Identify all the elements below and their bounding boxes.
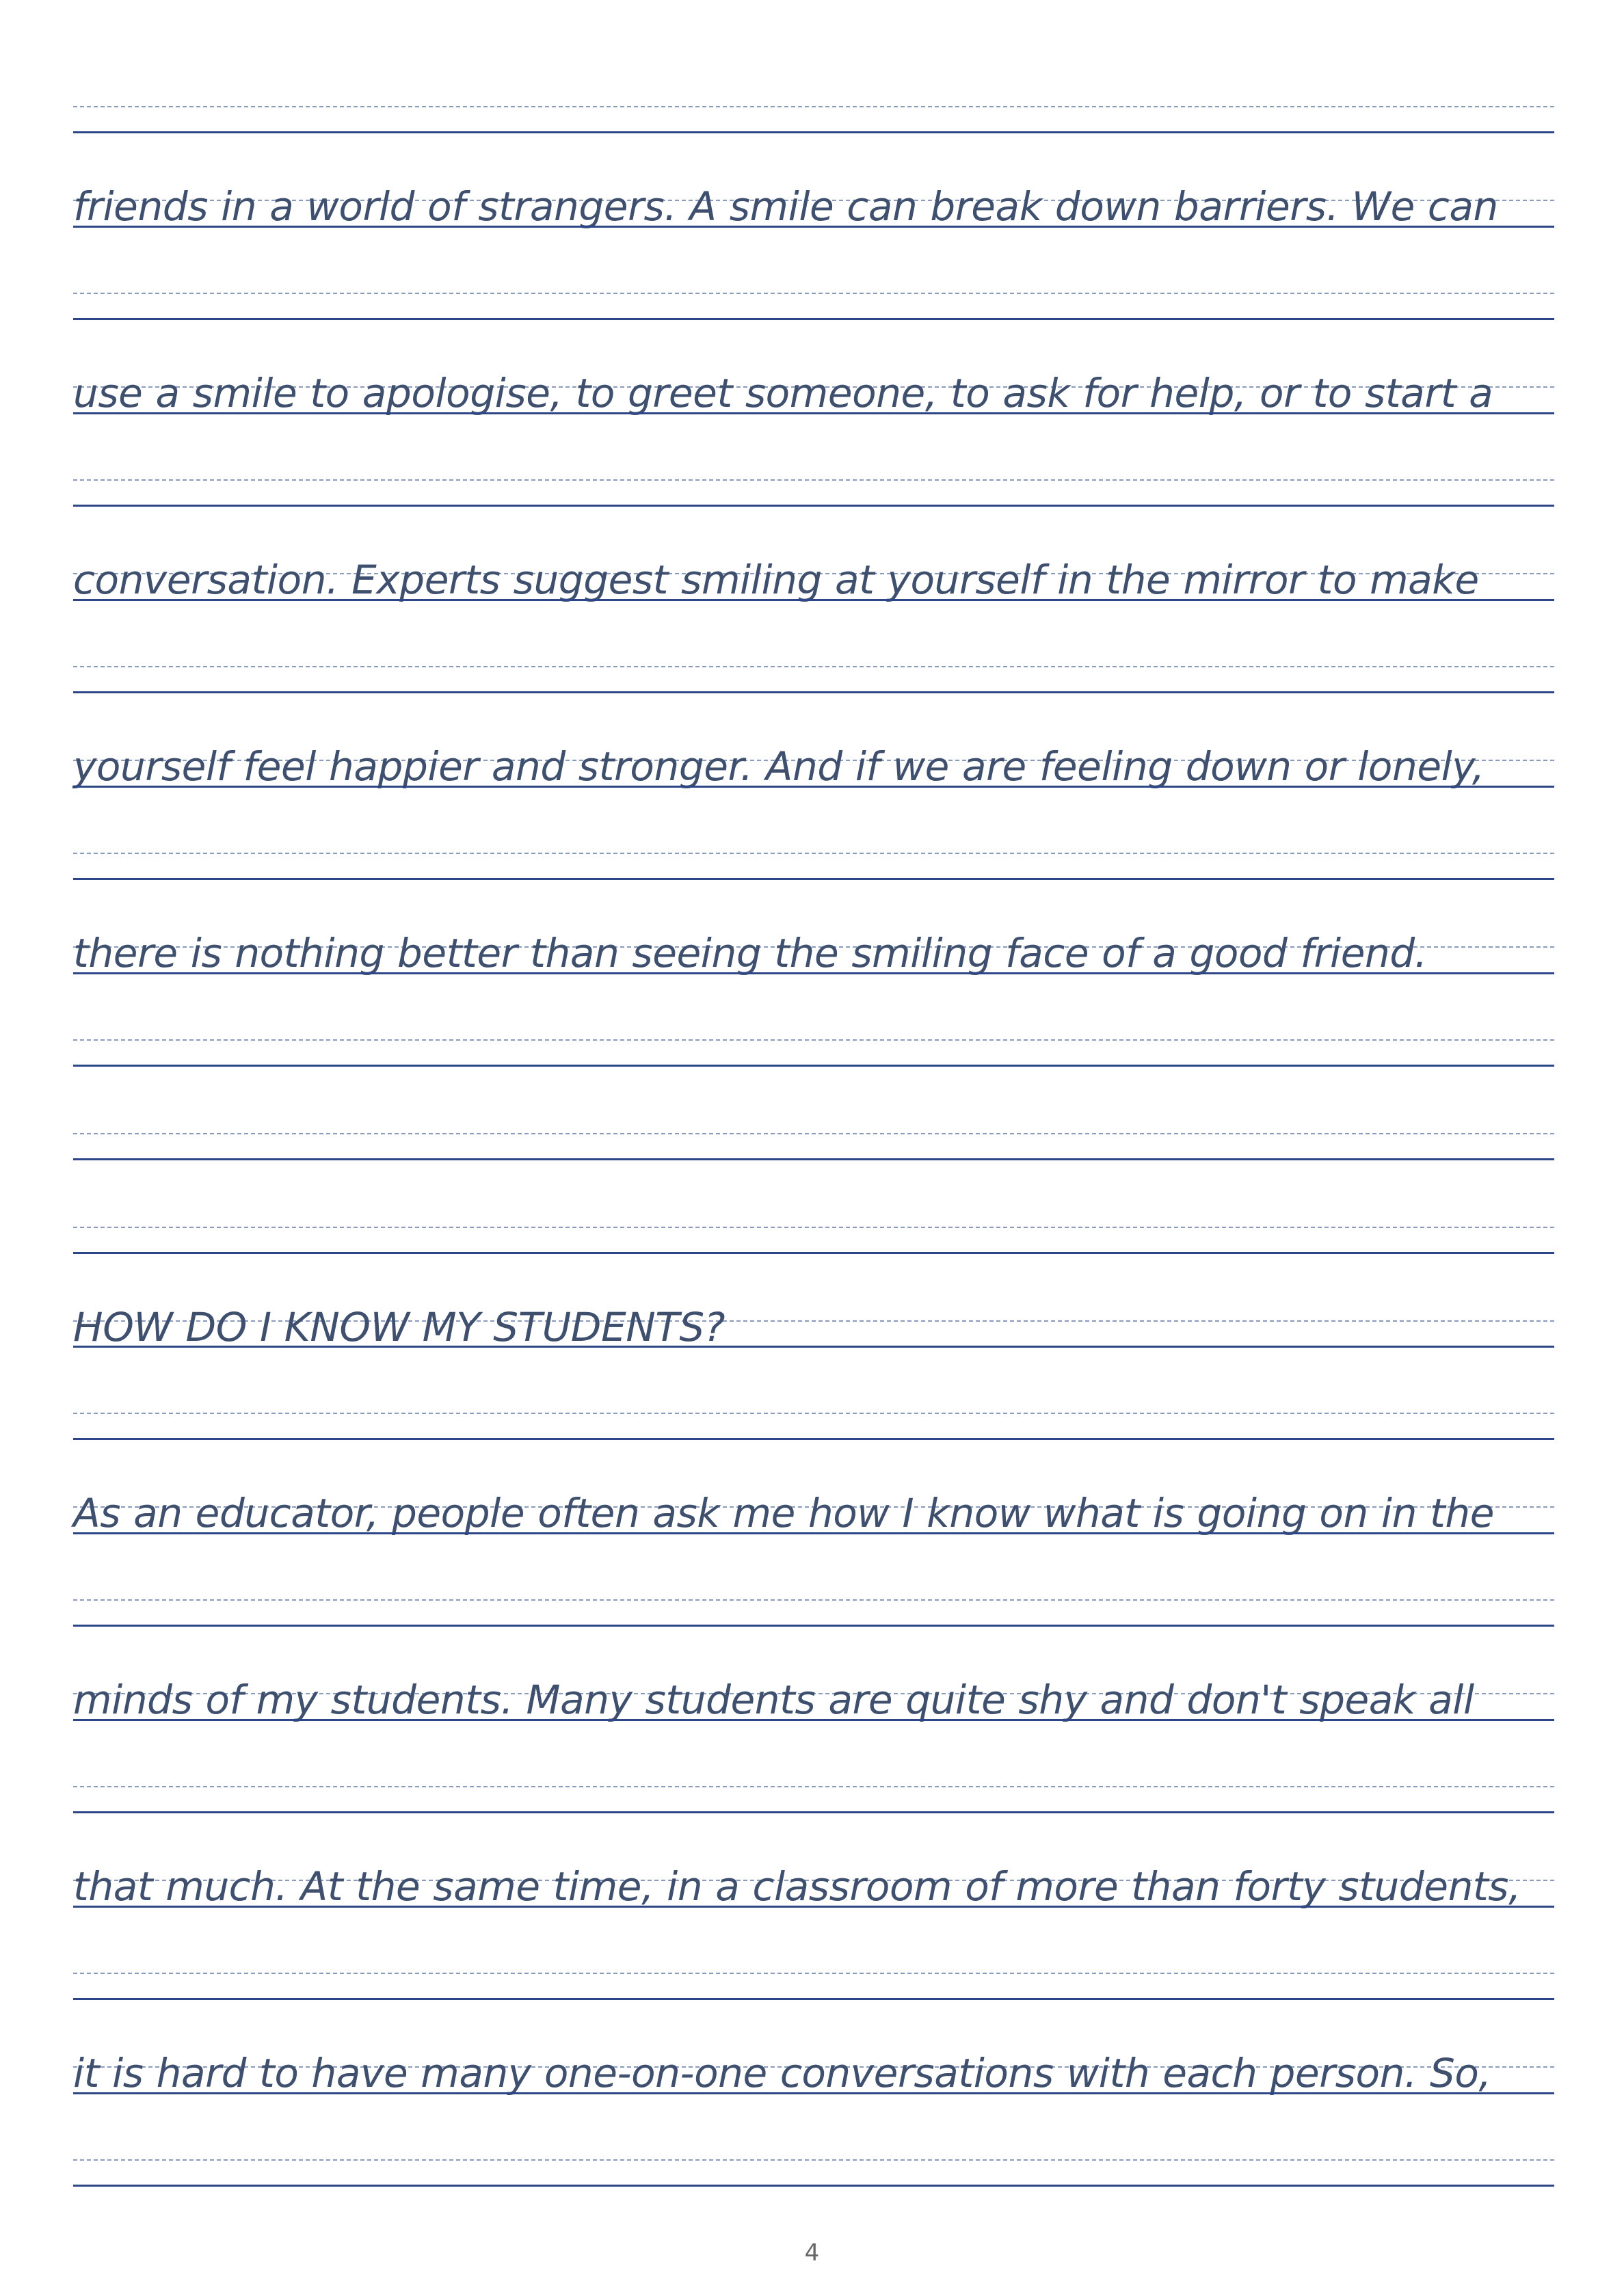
guide-line-dashed [73,1133,1554,1134]
guide-line-solid [73,786,1554,788]
practice-line-12: it is hard to have many one-on-one conversations with each person. So, [73,2050,1491,2096]
guide-line-solid [73,1346,1554,1348]
guide-line-solid [73,1906,1554,1908]
guide-line-dashed [73,666,1554,667]
practice-line-5: there is nothing better than seeing the smiling face of a good friend. [73,930,1427,976]
guide-line-dashed [73,1413,1554,1414]
guide-line-solid [73,226,1554,228]
guide-line-solid [73,1719,1554,1721]
practice-line-2: use a smile to apologise, to greet someone, to ask for help, or to start a [73,370,1493,416]
guide-line-dashed [73,1227,1554,1228]
practice-line-10: minds of my students. Many students are quite shy and don't speak all [73,1677,1474,1723]
guide-line-solid [73,2185,1554,2187]
guide-line-dashed [73,1786,1554,1787]
guide-line-solid [73,412,1554,414]
guide-line-solid [73,505,1554,507]
guide-line-dashed [73,1039,1554,1041]
guide-line-solid [73,691,1554,693]
guide-line-solid [73,972,1554,974]
practice-line-9: As an educator, people often ask me how I know what is going on in the [73,1490,1495,1536]
guide-line-solid [73,1252,1554,1254]
guide-line-solid [73,1438,1554,1440]
guide-line-solid [73,599,1554,601]
guide-line-dashed [73,2159,1554,2161]
guide-line-solid [73,1065,1554,1067]
guide-line-dashed [73,853,1554,854]
guide-line-solid [73,1625,1554,1627]
guide-line-solid [73,878,1554,880]
guide-line-dashed [73,1973,1554,1974]
practice-line-4: yourself feel happier and stronger. And if we are feeling down or lonely, [73,743,1485,790]
section-heading: HOW DO I KNOW MY STUDENTS? [73,1304,726,1350]
practice-line-11: that much. At the same time, in a classroom of more than forty students, [73,1863,1521,1910]
practice-line-3: conversation. Experts suggest smiling at yourself in the mirror to make [73,557,1479,603]
guide-line-solid [73,318,1554,320]
guide-line-dashed [73,479,1554,481]
guide-line-dashed [73,106,1554,107]
guide-line-solid [73,1998,1554,2000]
page-number: 4 [804,2239,820,2267]
guide-line-dashed [73,293,1554,294]
guide-line-solid [73,131,1554,133]
guide-line-solid [73,2092,1554,2094]
guide-line-solid [73,1158,1554,1160]
guide-line-solid [73,1811,1554,1813]
guide-line-dashed [73,1599,1554,1601]
guide-line-solid [73,1532,1554,1534]
practice-line-1: friends in a world of strangers. A smile can break down barriers. We can [73,183,1498,230]
